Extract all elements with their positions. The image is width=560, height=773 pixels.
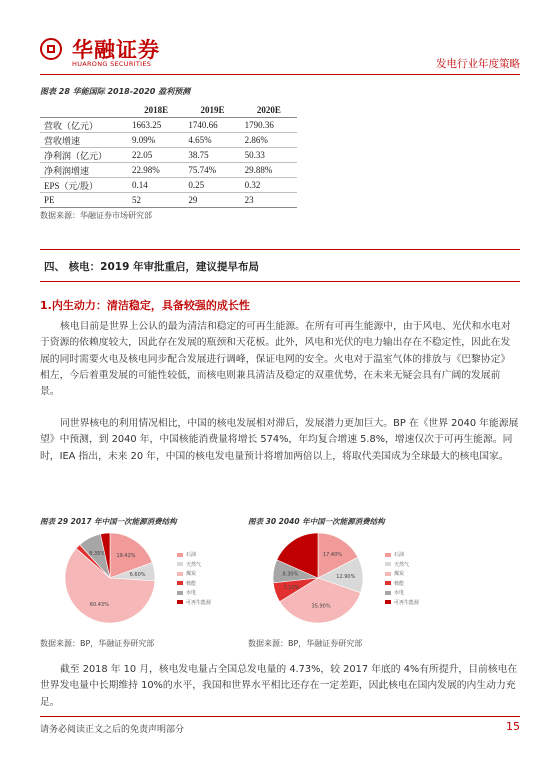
legend-swatch (177, 591, 183, 595)
legend-item (177, 579, 211, 589)
pie-slice-label: 60.43% (89, 601, 109, 608)
pie-slice-label: 19.42% (116, 553, 136, 560)
table-cell: 营收（亿元） (40, 118, 128, 133)
table-cell: 23 (241, 193, 297, 208)
table-header-row (40, 103, 297, 118)
table-cell: 75.74% (184, 163, 240, 178)
table-cell: 净利润增速 (40, 163, 128, 178)
chart-legend (177, 550, 211, 607)
table-header-cell: 2020E (241, 103, 297, 118)
table-cell: 营收增速 (40, 133, 128, 148)
table-cell: 52 (128, 193, 184, 208)
table-cell: PE (40, 193, 128, 208)
table-cell: 38.75 (184, 148, 240, 163)
table-cell: 22.98% (128, 163, 184, 178)
paragraph: 截至 2018 年 10 月，核电发电量占全国总发电量的 4.73%，较 2017 年底的 4%有所提升，目前核电在世界发电量中长期维持 10%的水平，我国和世界水平相比还存在一定差距，因此核电在国内发展的内生动力充足。 (40, 664, 518, 708)
table-cell: 9.09% (128, 133, 184, 148)
subsection-title: 1.内生动力：清洁稳定，具备较强的成长性 (40, 299, 250, 312)
table-row (40, 118, 297, 133)
pie-slice-label: 12.90% (336, 573, 356, 580)
table-cell: 22.05 (128, 148, 184, 163)
table-header-cell: 2019E (184, 103, 240, 118)
legend-label: 天然气 (394, 561, 410, 568)
pie-chart-2040 (248, 528, 478, 628)
legend-label: 石油 (186, 552, 197, 559)
table-header-cell (40, 103, 128, 118)
legend-item (385, 550, 419, 560)
table-row (40, 148, 297, 163)
table-cell: EPS（元/股） (40, 178, 128, 193)
header-divider (40, 74, 520, 75)
page-number: 15 (506, 720, 520, 733)
chart-title: 图表 29 2017 年中国一次能源消费结构 (40, 517, 177, 526)
legend-item (385, 560, 419, 570)
legend-item (177, 569, 211, 579)
table-cell: 4.65% (184, 133, 240, 148)
table-row (40, 163, 297, 178)
legend-swatch (385, 600, 391, 604)
table-caption: 图表 28 华能国际 2018-2020 盈利预测 (40, 87, 191, 96)
table-cell: 50.33 (241, 148, 297, 163)
pie-slice-label: 8.35% (89, 551, 106, 558)
legend-item (385, 569, 419, 579)
table-cell: 0.14 (128, 178, 184, 193)
legend-swatch (385, 581, 391, 585)
legend-item (385, 579, 419, 589)
legend-label: 水电 (186, 590, 197, 597)
footer-divider (40, 716, 520, 717)
legend-label: 天然气 (186, 561, 202, 568)
legend-item (177, 588, 211, 598)
legend-item (385, 588, 419, 598)
legend-swatch (177, 572, 183, 576)
chart-source: 数据来源：BP，华融证券研究部 (248, 639, 363, 648)
pie-slice-label: 35.90% (311, 603, 331, 610)
chart-title: 图表 30 2040 年中国一次能源消费结构 (248, 517, 385, 526)
footer-disclaimer: 请务必阅读正文之后的免责声明部分 (40, 725, 185, 735)
legend-label: 煤炭 (186, 571, 197, 578)
legend-swatch (177, 553, 183, 557)
legend-label: 可再生能源 (186, 599, 212, 606)
company-logo-icon (40, 38, 62, 60)
legend-label: 核能 (394, 580, 405, 587)
legend-label: 石油 (394, 552, 405, 559)
table-cell: 29.88% (241, 163, 297, 178)
legend-swatch (385, 553, 391, 557)
table-header-cell: 2018E (128, 103, 184, 118)
legend-swatch (177, 562, 183, 566)
section-divider-bottom (40, 281, 520, 282)
pie-chart-2017 (40, 528, 270, 628)
pie-slice-label: 8.30% (282, 571, 299, 578)
paragraph: 同世界核电的利用情况相比，中国的核电发展相对滞后，发展潜力更加巨大。BP 在《世界 2040 年能源展望》中预测，到 2040 年，中国核能消费量将增长 574%，年均复合增速 5.8%，增速仅次于可再生能源。同时，IEA 指出，未来 20 年，中国的核电发电量预计将增加两倍以上，将取代美国成为全球最大的核电国家。 (40, 418, 519, 462)
table-row (40, 133, 297, 148)
table-cell: 1663.25 (128, 118, 184, 133)
report-type: 发电行业年度策略 (436, 58, 520, 70)
table-cell: 2.86% (241, 133, 297, 148)
table-cell: 1740.66 (184, 118, 240, 133)
pie-slice-label: 6.60% (129, 572, 146, 579)
legend-swatch (385, 572, 391, 576)
pie-slice-label: 7.10% (283, 585, 300, 592)
legend-item (177, 598, 211, 608)
chart-legend (385, 550, 419, 607)
table-cell: 0.32 (241, 178, 297, 193)
legend-label: 煤炭 (394, 571, 405, 578)
table-row (40, 193, 297, 208)
legend-swatch (385, 591, 391, 595)
table-cell: 29 (184, 193, 240, 208)
legend-swatch (177, 600, 183, 604)
legend-label: 水电 (394, 590, 405, 597)
legend-item (177, 550, 211, 560)
legend-label: 核能 (186, 580, 197, 587)
pie-slice-label: 17.40% (322, 552, 343, 559)
chart-source: 数据来源：BP，华融证券研究部 (40, 639, 155, 648)
legend-swatch (385, 562, 391, 566)
paragraph: 核电目前是世界上公认的最为清洁和稳定的可再生能源。在所有可再生能源中，由于风电、光伏和水电对于资源的依赖度较大，因此存在发展的瓶颈和天花板。此外，风电和光伏的电力输出存在不稳定性，因此在发展的同时需要火电及核电同步配合发展进行调峰，保证电网的安全。火电对于温室气体的排放与《巴黎协定》相左，今后着重发展的可能性较低，而核电则兼具清洁及稳定的双重优势，在未来无疑会具有广阔的发展前景。 (40, 321, 511, 398)
table-cell: 0.25 (184, 178, 240, 193)
legend-swatch (177, 581, 183, 585)
section-divider-top (40, 249, 520, 250)
company-name-en: HUARONG SECURITIES (72, 60, 152, 68)
section-title: 四、 核电：2019 年审批重启，建议提早布局 (44, 261, 260, 273)
legend-item (177, 560, 211, 570)
legend-item (385, 598, 419, 608)
table-cell: 净利润（亿元） (40, 148, 128, 163)
table-cell: 1790.36 (241, 118, 297, 133)
table-row (40, 178, 297, 193)
forecast-table (40, 103, 297, 208)
table-source: 数据来源：华融证券市场研究部 (40, 211, 152, 220)
company-name-cn: 华融证券 (72, 38, 160, 62)
legend-label: 可再生能源 (394, 599, 420, 606)
